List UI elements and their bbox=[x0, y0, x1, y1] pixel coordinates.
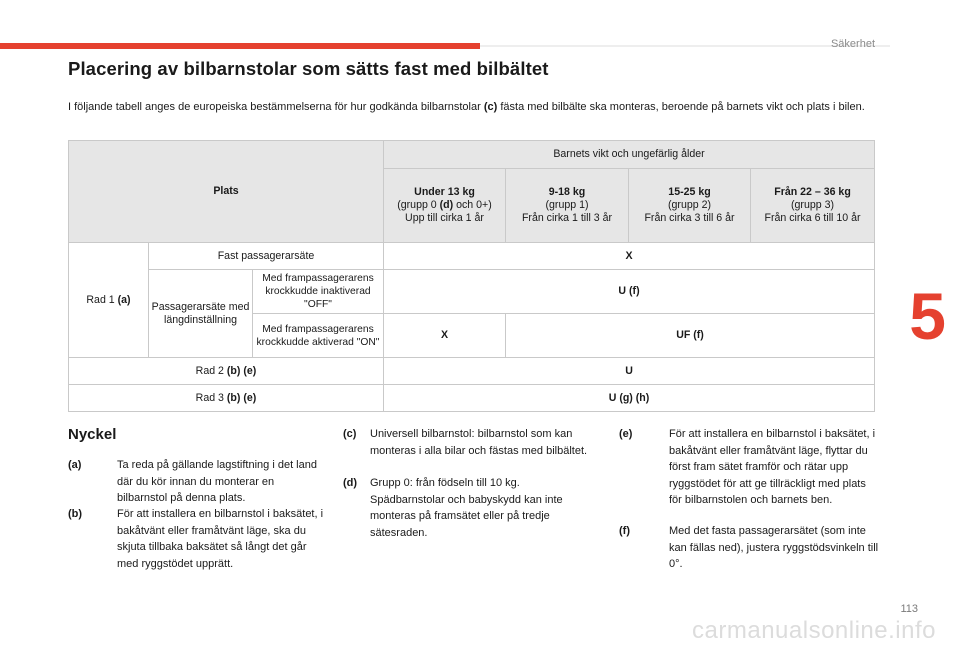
row-label-ref: (b) (e) bbox=[226, 391, 257, 404]
column-age: Från cirka 1 till 3 år bbox=[521, 212, 613, 224]
intro-text-after: fästa med bilbälte ska monteras, beroende på barnets vikt och plats i bilen. bbox=[497, 101, 865, 113]
header-accent-bar bbox=[0, 43, 480, 49]
group-text: (grupp 0 bbox=[397, 199, 440, 211]
legend-label: (b) bbox=[68, 508, 83, 520]
row2-label bbox=[69, 358, 384, 385]
airbag-off-value: U (f) bbox=[384, 270, 875, 314]
intro-paragraph bbox=[68, 99, 880, 116]
legend-text: Med det fasta passagerarsätet (som inte kan fällas ned), justera ryggstödsvinkeln till 0°. bbox=[669, 525, 879, 570]
column-title: Från 22 – 36 kg bbox=[774, 186, 851, 198]
legend-text: Grupp 0: från födseln till 10 kg. Spädbarnstolar och babyskydd kan inte monteras på framsätet eller på tredje sätesraden. bbox=[370, 477, 563, 539]
legend-text: Universell bilbarnstol: bilbarnstol som kan monteras i alla bilar och fästas med bilbältet. bbox=[370, 428, 588, 457]
legend-item-d bbox=[343, 475, 588, 541]
header-divider bbox=[480, 45, 890, 47]
group-ref: (d) bbox=[439, 199, 454, 211]
airbag-on-label: Med frampassagerarens krockkudde aktiverad "ON" bbox=[253, 314, 384, 358]
row-label-text: Rad 2 bbox=[195, 364, 227, 377]
column-age: Upp till cirka 1 år bbox=[405, 212, 484, 224]
column-title: 15-25 kg bbox=[668, 186, 711, 198]
legend-item-b bbox=[68, 506, 328, 572]
legend-title: Nyckel bbox=[68, 426, 117, 443]
row2-value: U bbox=[384, 358, 875, 385]
chapter-number: 5 bbox=[909, 279, 946, 353]
legend-item-f bbox=[619, 523, 881, 573]
adjustable-seat-label: Passagerarsäte med längdinställning bbox=[149, 270, 253, 358]
legend-label: (d) bbox=[343, 477, 358, 489]
child-seat-table bbox=[68, 140, 875, 412]
row-label-text: Rad 1 bbox=[86, 293, 118, 306]
legend-label: (c) bbox=[343, 428, 357, 440]
airbag-on-value-group0: X bbox=[384, 314, 506, 358]
row1-label bbox=[69, 243, 149, 358]
legend-text: För att installera en bilbarnstol i baksätet, i bakåtvänt eller framåtvänt läge, ska du skjuta tillbaka baksätet så långt det går med ryggstödet upprätt. bbox=[117, 508, 324, 570]
column-group bbox=[386, 199, 503, 212]
column-age: Från cirka 6 till 10 år bbox=[764, 212, 861, 224]
fixed-seat-value: X bbox=[384, 243, 875, 270]
row3-label bbox=[69, 385, 384, 412]
watermark: carmanualsonline.info bbox=[692, 617, 936, 644]
row3-value: U (g) (h) bbox=[384, 385, 875, 412]
fixed-seat-label: Fast passagerarsäte bbox=[149, 243, 384, 270]
group-text: och 0+) bbox=[453, 199, 492, 211]
legend-text: Ta reda på gällande lagstiftning i det land där du kör innan du monterar en bilbarnstol på denna plats. bbox=[117, 459, 317, 504]
legend-label: (a) bbox=[68, 459, 82, 471]
column-header-group0 bbox=[384, 169, 506, 243]
column-title: Under 13 kg bbox=[414, 186, 475, 198]
column-group: (grupp 1) bbox=[545, 199, 589, 211]
column-group: (grupp 3) bbox=[791, 199, 835, 211]
legend-label: (f) bbox=[619, 525, 630, 537]
airbag-on-value-other: UF (f) bbox=[506, 314, 875, 358]
legend-text: För att installera en bilbarnstol i baksätet, i bakåtvänt eller framåtvänt läge, flyttar du först fram sätet framför och rätar upp ryggstödet för att ge tillräckligt med plats för bilbarnstolen och barnets ben. bbox=[669, 428, 876, 506]
page-title: Placering av bilbarnstolar som sätts fast med bilbältet bbox=[68, 58, 549, 79]
intro-text-before: I följande tabell anges de europeiska bestämmelserna för hur godkända bilbarnstolar bbox=[68, 101, 484, 113]
column-header-group1 bbox=[506, 169, 629, 243]
column-group: (grupp 2) bbox=[668, 199, 711, 211]
row-label-text: Rad 3 bbox=[195, 391, 227, 404]
weight-header: Barnets vikt och ungefärlig ålder bbox=[384, 141, 875, 169]
page-number: 113 bbox=[900, 603, 918, 615]
column-title: 9-18 kg bbox=[548, 186, 586, 198]
row-label-ref: (b) (e) bbox=[226, 364, 257, 377]
plats-header: Plats bbox=[69, 141, 384, 243]
legend-item-a bbox=[68, 457, 318, 507]
chapter-title: Säkerhet bbox=[830, 38, 875, 50]
legend-item-c bbox=[343, 426, 588, 459]
intro-ref: (c) bbox=[483, 101, 498, 113]
row-label-ref: (a) bbox=[117, 293, 131, 306]
legend-label: (e) bbox=[619, 428, 633, 440]
column-header-group2 bbox=[629, 169, 751, 243]
column-header-group3 bbox=[751, 169, 875, 243]
column-age: Från cirka 3 till 6 år bbox=[644, 212, 735, 224]
legend-item-e bbox=[619, 426, 881, 509]
airbag-off-label: Med frampassagerarens krockkudde inaktiverad "OFF" bbox=[253, 270, 384, 314]
